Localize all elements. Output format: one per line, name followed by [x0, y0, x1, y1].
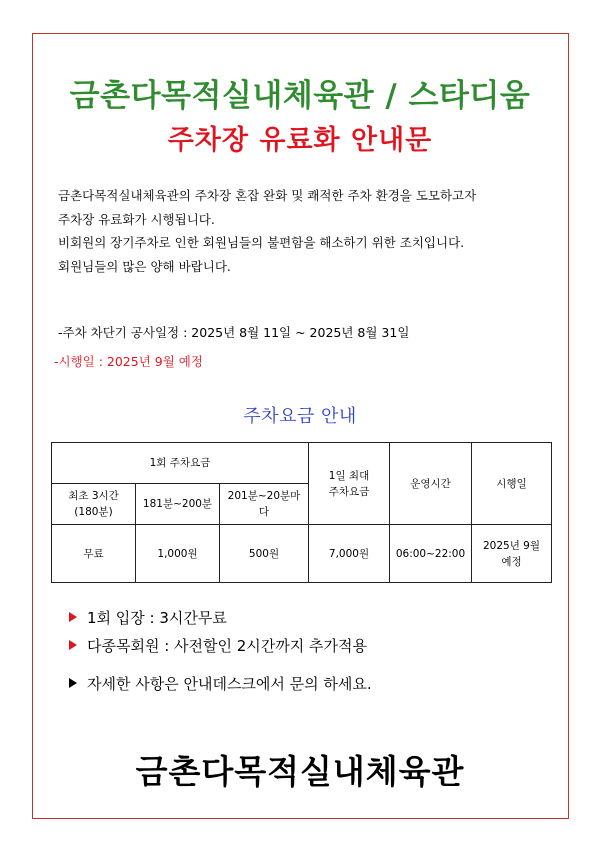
fee-cell: 7,000원	[309, 525, 390, 583]
fee-subheader: 201분~20분마다	[220, 484, 309, 525]
fee-subheader: 최초 3시간 (180분)	[52, 484, 136, 525]
fee-cell: 06:00~22:00	[390, 525, 472, 583]
note-item	[69, 670, 372, 698]
fee-section-title: 주차요금 안내	[243, 406, 357, 427]
parking-fee-table	[51, 442, 552, 583]
note-item	[69, 632, 372, 660]
red-triangle-icon	[69, 612, 77, 622]
fee-subheader: 181분~200분	[136, 484, 220, 525]
fee-cell: 1,000원	[136, 525, 220, 583]
daily-max-header: 1일 최대 주차요금	[309, 443, 390, 525]
intro-paragraph	[58, 184, 558, 278]
start-date: -시행일 : 2025년 9월 예정	[54, 354, 203, 369]
note-item	[69, 604, 372, 632]
intro-line: 금촌다목적실내체육관의 주차장 혼잡 완화 및 쾌적한 주차 환경을 도모하고자	[58, 188, 477, 203]
facility-name: 금촌다목적실내체육관	[135, 752, 465, 791]
fee-group-header: 1회 주차요금	[52, 443, 309, 484]
construction-schedule: -주차 차단기 공사일정 : 2025년 8월 11일 ~ 2025년 8월 31일	[58, 325, 410, 340]
fee-cell: 500원	[220, 525, 309, 583]
intro-line: 비회원의 장기주차로 인한 회원님들의 불편함을 해소하기 위한 조치입니다.	[58, 235, 465, 250]
notes-list	[69, 604, 372, 698]
note-text: 자세한 사항은 안내데스크에서 문의 하세요.	[87, 675, 372, 693]
fee-cell: 2025년 9월 예정	[472, 525, 552, 583]
red-triangle-icon	[69, 640, 77, 650]
fee-cell: 무료	[52, 525, 136, 583]
page-title: 금촌다목적실내체육관 / 스타디움	[69, 78, 531, 114]
note-text: 다종목회원 : 사전할인 2시간까지 추가적용	[87, 637, 368, 655]
start-header: 시행일	[472, 443, 552, 525]
black-triangle-icon	[69, 678, 77, 688]
page-subtitle: 주차장 유료화 안내문	[167, 125, 433, 156]
note-text: 1회 입장 : 3시간무료	[87, 609, 227, 627]
intro-line: 주차장 유료화가 시행됩니다.	[58, 211, 215, 227]
hours-header: 운영시간	[390, 443, 472, 525]
intro-line: 회원님들의 많은 양해 바랍니다.	[58, 258, 231, 274]
